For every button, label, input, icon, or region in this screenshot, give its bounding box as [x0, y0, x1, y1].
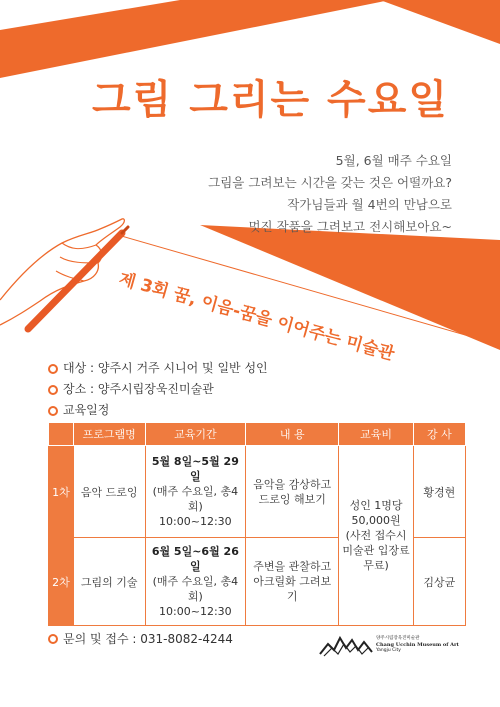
info-place	[48, 379, 268, 400]
fee-cell	[339, 446, 413, 626]
period-sub: (매주 수요일, 총4회)	[152, 575, 239, 603]
period-time: 10:00~12:30	[159, 605, 232, 618]
bullet-icon	[48, 364, 58, 374]
intro-line: 작가님들과 월 4번의 만남으로	[287, 197, 452, 212]
fee-line: 미술관 입장료	[342, 544, 410, 557]
period-sub: (매주 수요일, 총4회)	[152, 485, 239, 513]
period-time: 10:00~12:30	[159, 515, 232, 528]
top-right-triangle	[380, 0, 500, 44]
contact-text: 문의 및 접수 : 031-8082-4244	[63, 632, 233, 646]
table-row	[49, 446, 466, 538]
content-line: 아크릴화 그려보기	[253, 575, 332, 603]
content-line: 드로잉 해보기	[258, 492, 326, 506]
museum-english: Chang Ucchin Museum of Art	[376, 642, 459, 648]
teacher-cell: 김상균	[413, 538, 465, 626]
period-cell	[145, 538, 246, 626]
intro-line: 5월, 6월 매주 수요일	[335, 153, 452, 168]
intro-line: 그림을 그려보는 시간을 갖는 것은 어떨까요?	[208, 175, 452, 190]
place-text: 장소 : 양주시립장욱진미술관	[63, 382, 214, 396]
header-cell: 강 사	[413, 423, 465, 446]
intro-text	[122, 150, 452, 238]
schedule-table	[48, 422, 466, 626]
museum-name	[376, 636, 459, 654]
table-header-row	[49, 423, 466, 446]
fee-line: 무료)	[363, 559, 389, 572]
fee-line: 성인 1명당	[349, 499, 403, 512]
bullet-icon	[48, 385, 58, 395]
museum-city: Yangju City	[376, 648, 401, 653]
bullet-icon	[48, 406, 58, 416]
header-blank	[49, 423, 74, 446]
target-text: 대상 : 양주시 거주 시니어 및 일반 성인	[63, 361, 268, 375]
info-schedule	[48, 400, 268, 421]
contact-info	[48, 630, 233, 647]
teacher-cell: 황경현	[413, 446, 465, 538]
content-cell	[246, 446, 339, 538]
row-index: 2차	[49, 538, 74, 626]
info-list	[48, 358, 268, 421]
schedule-label: 교육일정	[63, 403, 110, 417]
fee-line: 50,000원	[351, 514, 401, 527]
period-dates: 6월 5일~6월 26일	[151, 545, 239, 573]
period-cell	[145, 446, 246, 538]
content-line: 주변을 관찰하고	[253, 560, 332, 573]
header-cell: 프로그램명	[73, 423, 145, 446]
museum-logo-icon	[318, 632, 374, 658]
pencil	[28, 233, 122, 329]
page-title: 그림 그리는 수요일	[92, 77, 449, 123]
bullet-icon	[48, 634, 58, 644]
content-line: 음악을 감상하고	[253, 477, 332, 491]
info-target	[48, 358, 268, 379]
period-dates: 5월 8일~5월 29일	[151, 455, 239, 483]
header-cell: 교육비	[339, 423, 413, 446]
intro-line: 멋진 작품을 그려보고 전시해보아요~	[248, 219, 452, 234]
fee-line: (사전 접수시	[345, 529, 407, 542]
museum-korean: 양주시립장욱진미술관	[376, 636, 420, 641]
content-cell	[246, 538, 339, 626]
program-name: 그림의 기술	[73, 538, 145, 626]
header-cell: 내 용	[246, 423, 339, 446]
ribbon-subtitle: 제 3회 꿈, 이음-꿈을 이어주는 미술관	[116, 269, 397, 365]
program-name: 음악 드로잉	[73, 446, 145, 538]
row-index: 1차	[49, 446, 74, 538]
header-cell: 교육기간	[145, 423, 246, 446]
